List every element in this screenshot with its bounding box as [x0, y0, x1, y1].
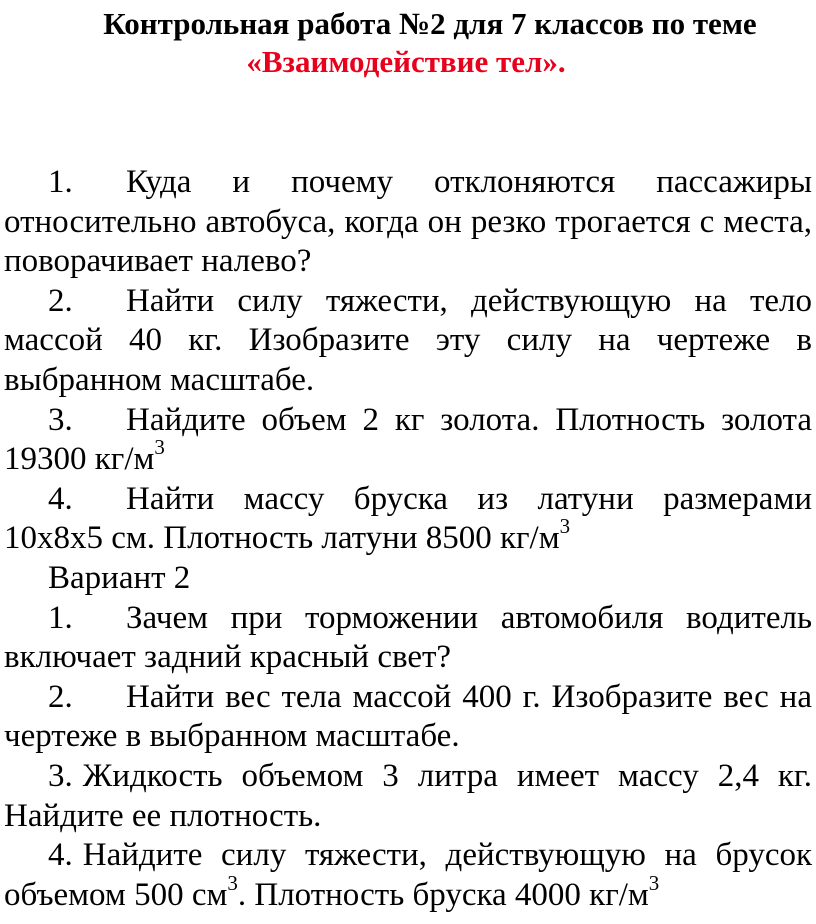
- variant1-task-2: [4, 282, 812, 401]
- task-text: Найти массу бруска из латуни размерами 10х8х5 см. Плотность латуни 8500 кг/м: [4, 480, 812, 557]
- task-number: 2.: [48, 282, 73, 319]
- task-number: 4.: [48, 480, 73, 517]
- superscript: 3: [648, 870, 660, 895]
- variant2-task-4: [4, 836, 812, 915]
- task-text: Зачем при торможении автомобиля водитель включает задний красный свет?: [4, 599, 812, 676]
- variant2-task-1: [4, 599, 812, 678]
- task-text-continued: . Плотность бруска 4000 кг/м: [237, 876, 649, 913]
- page-title: Контрольная работа №2 для 7 классов по теме: [103, 6, 757, 41]
- variant1-task-4: [4, 480, 812, 559]
- superscript: 3: [227, 870, 238, 895]
- task-text: Куда и почему отклоняются пассажиры относительно автобуса, когда он резко трогается с места, поворачивает налево?: [4, 164, 812, 280]
- variant2-task-2: [4, 678, 812, 757]
- variant1-task-1: [4, 163, 812, 282]
- task-text: Жидкость объемом 3 литра имеет массу 2,4 кг. Найдите ее плотность.: [4, 757, 812, 834]
- task-number: 1.: [48, 164, 73, 200]
- task-text: Найдите объем 2 кг золота. Плотность золота 19300 кг/м: [4, 401, 812, 478]
- task-list: [4, 163, 812, 915]
- page-subtitle: «Взаимодействие тел».: [246, 44, 566, 79]
- superscript: 3: [154, 435, 165, 460]
- task-number: 1.: [48, 599, 73, 636]
- task-text: Найти силу тяжести, действующую на тело массой 40 кг. Изобразите эту силу на чертеже в выбранном масштабе.: [4, 282, 812, 398]
- variant1-task-3: [4, 401, 812, 480]
- superscript: 3: [559, 514, 571, 539]
- variant2-task-3: [4, 757, 812, 836]
- task-number: 4.: [48, 837, 73, 874]
- task-text: Найти вес тела массой 400 г. Изобразите вес на чертеже в выбранном масштабе.: [4, 678, 812, 755]
- task-text: Найдите силу тяжести, действующую на брусок объемом 500 см: [4, 837, 812, 913]
- task-number: 3.: [48, 401, 73, 438]
- variant2-heading: Вариант 2: [48, 559, 191, 596]
- task-number: 3.: [48, 757, 73, 794]
- task-number: 2.: [48, 678, 73, 715]
